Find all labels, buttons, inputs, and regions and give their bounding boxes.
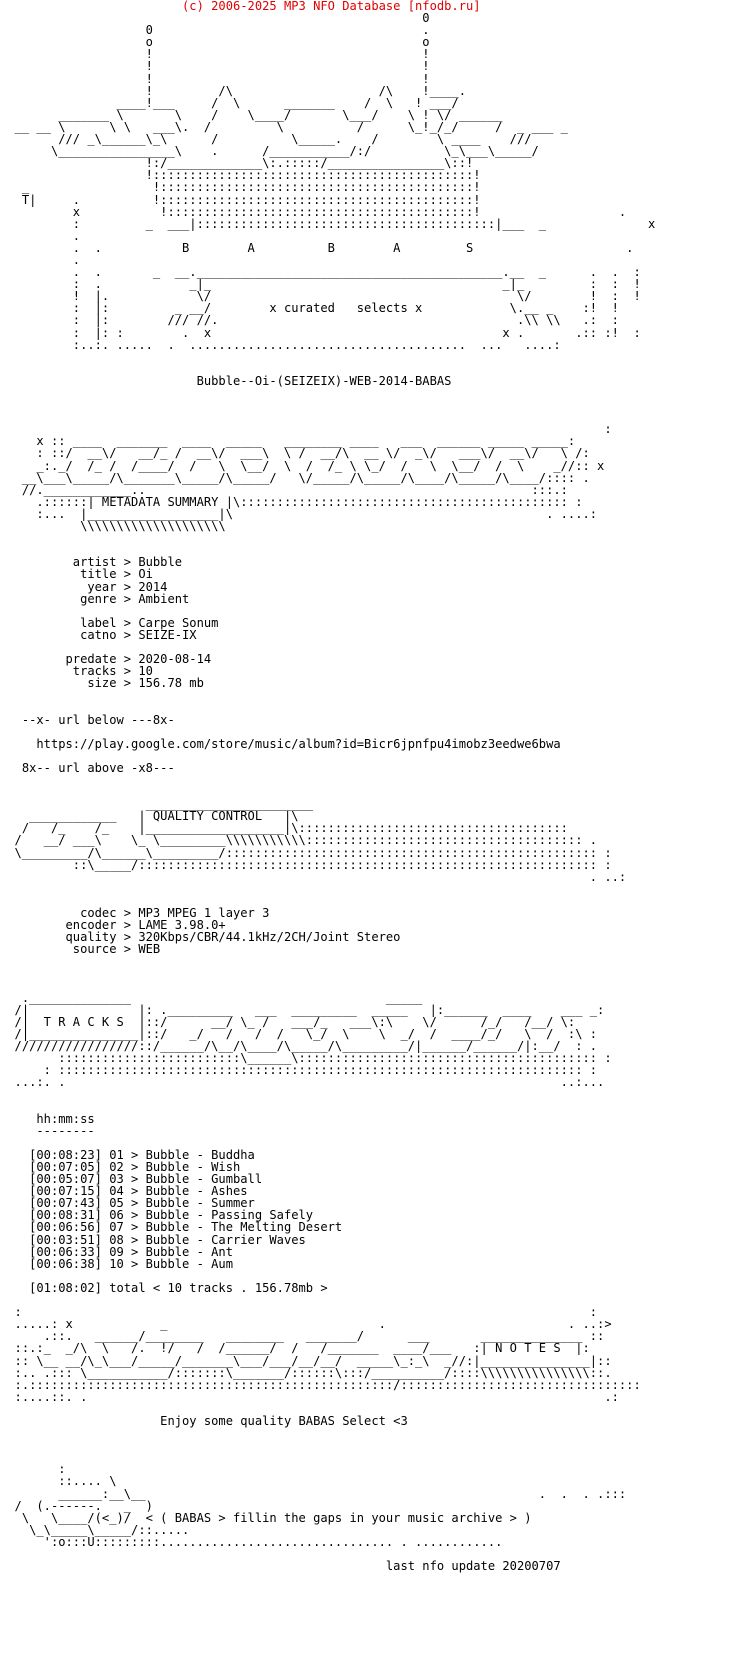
nfo-line: :: \__ __/\_\___/_____/_______\___/___/__/__/ _____\_:_\ _//:|_______________|::: [0, 1353, 612, 1368]
nfo-line: [00:08:31] 06 > Bubble - Passing Safely: [0, 1208, 314, 1223]
nfo-line: !::::::::::::::::::::::::::::::::::::::::::::!: [0, 168, 481, 183]
nfo-line: ! !: [0, 71, 430, 86]
nfo-line: \_\_____\_____/::.....: [0, 1522, 190, 1537]
nfo-line: [0, 968, 736, 980]
nfo-line: .::. ______/________ ________ _______/ ___ ______________ ::: [0, 1329, 605, 1344]
nfo-line: _ !:::::::::::::::::::::::::::::::::::::::::::!: [0, 180, 481, 195]
nfo-line: genre > Ambient: [0, 591, 190, 606]
nfo-line: catno > SEIZE-IX: [0, 627, 197, 642]
nfo-line: ____________ | QUALITY CONTROL |\: [0, 809, 299, 824]
nfo-line: [00:07:43] 05 > Bubble - Summer: [0, 1196, 255, 1211]
nfo-line: [00:08:23] 01 > Bubble - Buddha: [0, 1147, 255, 1162]
nfo-body: [0, 12, 736, 1572]
nfo-line: [0, 399, 736, 411]
nfo-line: . . B A B A S .: [0, 240, 634, 255]
nfo-line: /// _\______\_\ / \_____. / \ ____ ///: [0, 132, 539, 147]
nfo-line: !:/_____________\:.:::::/________________\::!: [0, 156, 474, 171]
nfo-line: /| |: ._________ ___ _________ _____ |:______ ____ ___ _:: [0, 1002, 605, 1017]
nfo-line: :::::::::::::::::::::::::\______\::::::::::::::::::::::::::::::::::::::::: :: [0, 1051, 612, 1066]
nfo-line: : :: [0, 1305, 598, 1320]
nfo-line: [0, 532, 736, 544]
nfo-line: hh:mm:ss: [0, 1111, 95, 1126]
nfo-line: title > Oi: [0, 567, 153, 582]
nfo-line: ! !: [0, 47, 430, 62]
nfo-line: .______________ _____: [0, 990, 423, 1005]
nfo-line: [00:06:33] 09 > Bubble - Ant: [0, 1244, 233, 1259]
nfo-line: 8x-- url above -x8---: [0, 760, 175, 775]
nfo-line: 0: [0, 11, 430, 26]
nfo-line: o o: [0, 35, 430, 50]
nfo-line: \_________/\______\_________/::::::::::::::::::::::::::::::::::::::::::::::::::: :: [0, 845, 612, 860]
nfo-line: [0, 774, 736, 786]
nfo-line: ::\_____/::::::::::::::::::::::::::::::::::::::::::::::::::::::::::::::: :: [0, 857, 612, 872]
nfo-line: [0, 1439, 736, 1451]
nfo-line: / __/ ___\ \_ \_________\\\\\\\\\\\:::::::::::::::::::::::::::::::::::::: .: [0, 833, 598, 848]
nfo-line: ...:. . ..:...: [0, 1075, 605, 1090]
nfo-line: 0 .: [0, 23, 430, 38]
nfo-line: [0, 1101, 736, 1113]
nfo-line: [0, 387, 736, 399]
nfo-line: __\___\_____/\_______\_____/\_____/ \/_____/\_____/\____/\_____/\____/:::: .: [0, 470, 590, 485]
nfo-line: [0, 726, 736, 738]
nfo-line: [00:06:56] 07 > Bubble - The Melting Desert: [0, 1220, 343, 1235]
nfo-line: encoder > LAME 3.98.0+: [0, 918, 226, 933]
nfo-line: .....: x _ . . ..:>: [0, 1317, 612, 1332]
nfo-line: /| T R A C K S |::/ __/ \_ / ___/_ ___\:\ \/ /_/ /__/ \:: [0, 1014, 576, 1029]
nfo-line: \ \____/(<_)/ < ( BABAS > fillin the gaps in your music archive > ): [0, 1510, 532, 1525]
nfo-line: [0, 955, 736, 967]
nfo-line: ':o:::U:::::::::................................ . ............: [0, 1534, 503, 1549]
nfo-line: .: [0, 228, 81, 243]
nfo-line: \\\\\\\\\\\\\\\\\\\\: [0, 519, 226, 534]
nfo-line: //.____________.. :::.:: [0, 482, 568, 497]
nfo-line: [0, 1427, 736, 1439]
nfo-line: [01:08:02] total < 10 tracks . 156.78mb >: [0, 1280, 328, 1295]
nfo-line: . ..:: [0, 869, 627, 884]
nfo-line: last nfo update 20200707: [0, 1559, 561, 1574]
nfo-line: ! /\ /\ !____.: [0, 83, 466, 98]
nfo-line: [00:06:38] 10 > Bubble - Aum: [0, 1256, 233, 1271]
nfo-line: /|_______________|::/ _/ / / / \_/ \ \ _/ / ____/_/ \ / :\ :: [0, 1026, 598, 1041]
nfo-line: [00:07:05] 02 > Bubble - Wish: [0, 1160, 241, 1174]
nfo-line: year > 2014: [0, 579, 168, 594]
nfo-line: _______________________: [0, 797, 314, 812]
nfo-line: __ __ \ \ \ ___\. / \ / \_!_/_/ / _ ___ _: [0, 119, 568, 134]
nfo-line: .: [0, 252, 81, 267]
nfo-line: quality > 320Kbps/CBR/44.1kHz/2CH/Joint Stereo: [0, 930, 401, 945]
nfo-line: ::.... \: [0, 1474, 117, 1489]
nfo-line: / (.------. _ ): [0, 1498, 153, 1513]
nfo-line: --x- url below ---8x-: [0, 712, 175, 727]
nfo-line: ::.:_ _/\ \ /. !/ / /______/ / /_______ ____/___ :| N O T E S |:: [0, 1341, 590, 1356]
nfo-line: [0, 351, 736, 363]
nfo-line: :.. .::: \___________/:::::::\_______/::::::\:::/__________/::::\\\\\\\\\\\\\\\::.: [0, 1365, 612, 1380]
nfo-line: [0, 605, 736, 617]
nfo-line: ! !: [0, 59, 430, 74]
nfo-line: --------: [0, 1123, 95, 1138]
nfo-line: x :: ____ _______ ____ _____ ________ ____ ___ ______ _____ _____:: [0, 434, 576, 449]
nfo-line: /////////////////::/______/\__/\____/\_____/\_________/|______/______/|:__/ : .: [0, 1039, 598, 1054]
nfo-line: : |: /// //. .\\ \\ .: :: [0, 313, 619, 328]
nfo-line: : :::::::::::::::::::::::::::::::::::::::::::::::::::::::::::::::::::::::: :: [0, 1063, 598, 1078]
nfo-line: Bubble--Oi-(SEIZEIX)-WEB-2014-BABAS: [0, 373, 452, 388]
nfo-line: [00:07:15] 04 > Bubble - Ashes: [0, 1184, 248, 1199]
nfo-line: ! |. \/ \/ ! : !: [0, 289, 641, 304]
nfo-line: : . _|_ _|_ : : !: [0, 277, 641, 292]
nfo-line: : |: _ __/ x curated selects x \.__ _ :! !: [0, 301, 619, 316]
nfo-line: T| . !:::::::::::::::::::::::::::::::::::::::::::!: [0, 192, 481, 207]
nfo-line: _:._/ /_ / /____/ / \ \__/ \ / /_ \ \_/ / \ \__/ / \ _//:: x: [0, 458, 605, 473]
nfo-line: \________________\ . /___________/:/ \_\___\_____/: [0, 144, 539, 159]
nfo-line: size > 156.78 mb: [0, 676, 204, 691]
nfo-line: :: [0, 422, 612, 437]
nfo-line: :.::::::::::::::::::::::::::::::::::::::::::::::::::/:::::::::::::::::::::::::::::::::: [0, 1377, 641, 1392]
nfo-line: : |: : . x x . .:: :! :: [0, 325, 641, 340]
nfo-line: [00:05:07] 03 > Bubble - Gumball: [0, 1172, 263, 1187]
nfo-line: [0, 701, 736, 713]
nfo-line: [0, 689, 736, 701]
site-header: (c) 2006-2025 MP3 NFO Database [nfodb.ru]: [0, 0, 481, 13]
nfo-line: / /_ /_ |___________________|\:::::::::::::::::::::::::::::::::::::: [0, 821, 568, 836]
nfo-line: :: [0, 1462, 66, 1477]
nfo-line: x !::::::::::::::::::::::::::::::::::::::::::! .: [0, 204, 627, 219]
nfo-line: source > WEB: [0, 942, 161, 957]
nfo-line: ______:__\__ . . . .:::: [0, 1486, 627, 1501]
nfo-line: tracks > 10: [0, 664, 153, 679]
nfo-line: [0, 980, 736, 992]
nfo-line: :..:. ..... . ...................................... ... ....:: [0, 337, 561, 352]
nfo-line: :... |__________________|\ . ....:: [0, 506, 598, 521]
nfo-line: .::::::| METADATA SUMMARY |\::::::::::::::::::::::::::::::::::::::::::::: :: [0, 494, 583, 509]
nfo-line: . . _ __.__________________________________________.__ _ . . :: [0, 265, 641, 280]
nfo-line: :....::. . .:: [0, 1389, 619, 1404]
nfo-line: ____!___ / \ _______ / \ ! ___/: [0, 95, 459, 110]
nfo-line: [0, 883, 736, 895]
nfo-line: [0, 1451, 736, 1463]
nfo-line: [0, 1088, 736, 1100]
nfo-line: : ::/ __\/ __/_ / __\/ ___\ \ / __/\ __ \/ _\/ ___\/ __\/ \ /:: [0, 446, 590, 461]
nfo-line: _______ \ \ / \____/ \___/ \ ! \/ ______: [0, 107, 503, 122]
nfo-line: [00:03:51] 08 > Bubble - Carrier Waves: [0, 1232, 306, 1247]
nfo-line: : _ ___|:::::::::::::::::::::::::::::::::::::::::|___ _ x: [0, 216, 656, 231]
nfo-line: predate > 2020-08-14: [0, 652, 212, 667]
nfo-line: codec > MP3 MPEG 1 layer 3: [0, 906, 270, 921]
nfo-line: artist > Bubble: [0, 555, 183, 570]
nfo-line: Enjoy some quality BABAS Select <3: [0, 1413, 408, 1428]
nfo-line[interactable]: https://play.google.com/store/music/album?id=Bicr6jpnfpu4imobz3eedwe6bwa: [0, 736, 561, 751]
nfo-line: label > Carpe Sonum: [0, 615, 219, 630]
